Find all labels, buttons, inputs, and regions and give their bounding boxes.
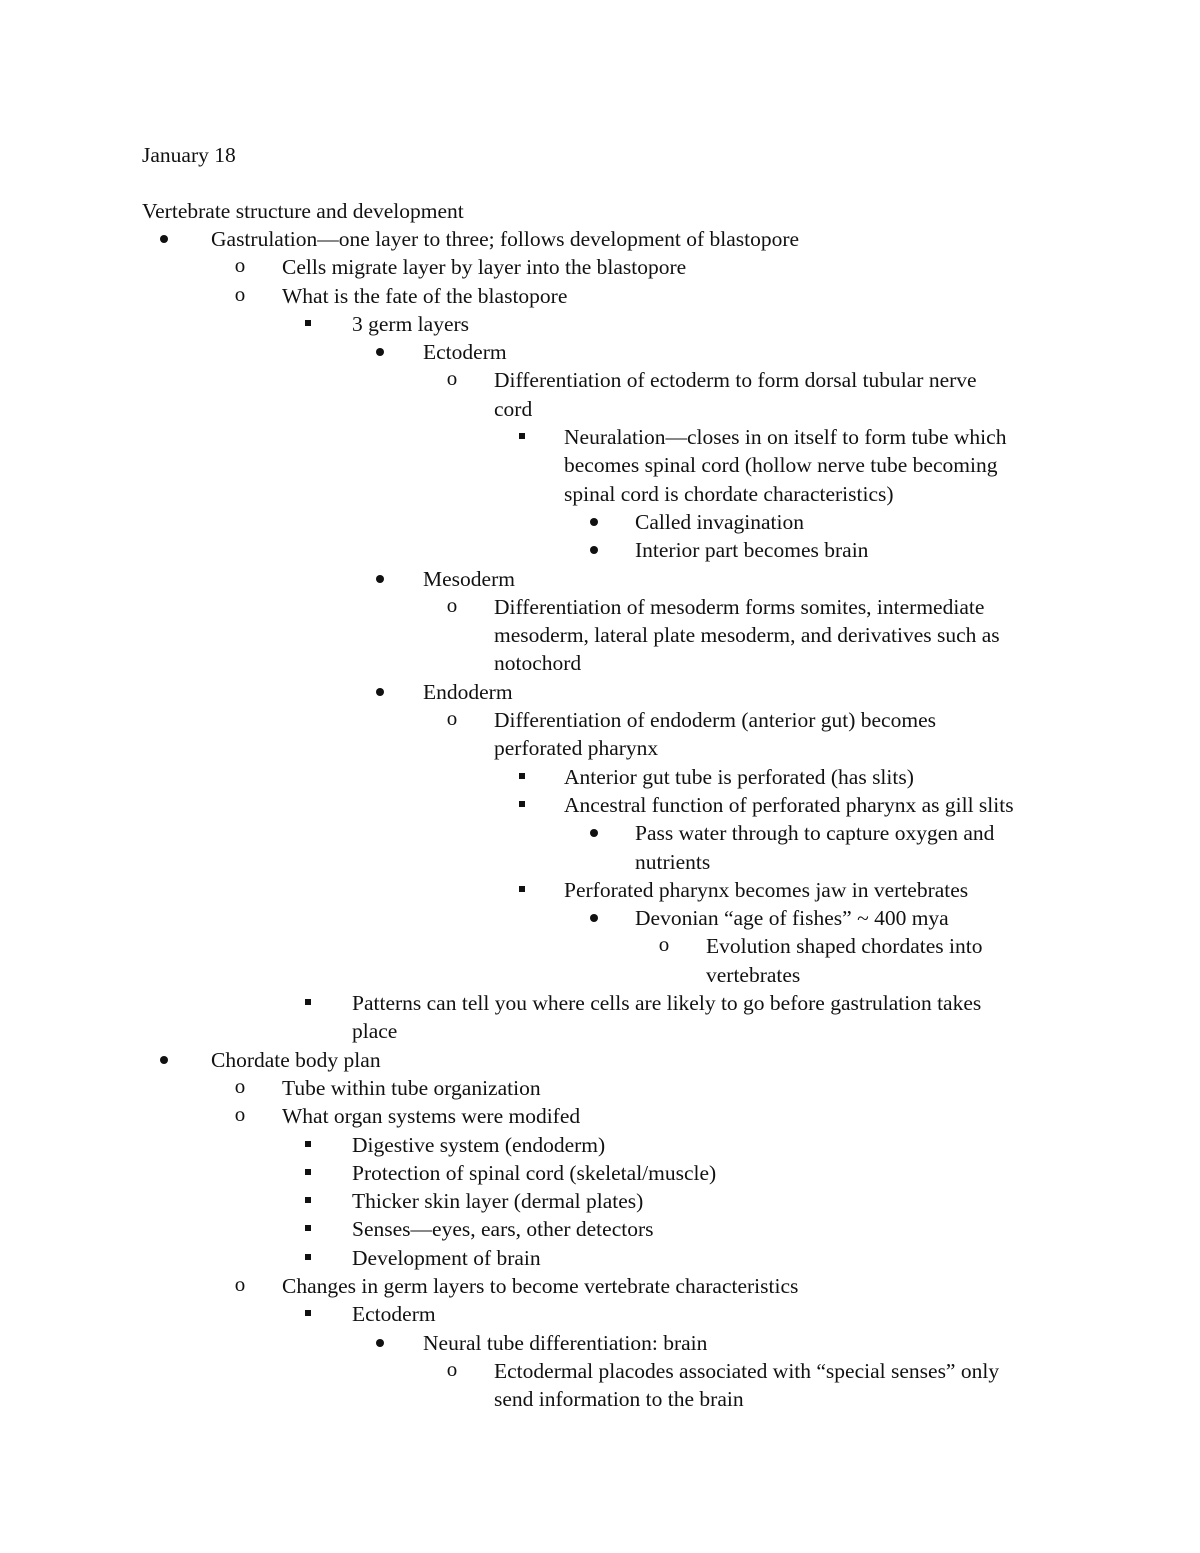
outline-item-line: Ectoderm (423, 340, 507, 365)
outline-item-text (564, 763, 1200, 791)
outline-item-text (494, 593, 1200, 678)
bullet-dot-icon (579, 904, 609, 932)
outline-item-line: cord (494, 396, 533, 421)
outline-item-text (564, 876, 1200, 904)
bullet-square-icon (507, 876, 537, 904)
outline-item-text (282, 253, 1200, 281)
outline-item (0, 1329, 1200, 1357)
outline-item-line: Thicker skin layer (dermal plates) (352, 1189, 644, 1214)
outline-item-text (564, 791, 1200, 819)
outline-item-line: Perforated pharynx becomes jaw in vertebrates (564, 877, 969, 902)
outline-item-line: Ectodermal placodes associated with “special senses” only (494, 1358, 1000, 1383)
outline-item-text (494, 1357, 1200, 1414)
outline-item-text (282, 1074, 1200, 1102)
outline-item (0, 819, 1200, 876)
bullet-square-icon (293, 1215, 323, 1243)
outline-item (0, 225, 1200, 253)
outline-item (0, 1272, 1200, 1300)
outline-item-line: place (352, 1019, 398, 1044)
outline-item (0, 1159, 1200, 1187)
outline-item-line: Called invagination (635, 509, 804, 534)
outline-item-line: Devonian “age of fishes” ~ 400 mya (635, 906, 949, 931)
bullet-square-icon (293, 1187, 323, 1215)
outline-item-text (635, 508, 1200, 536)
bullet-circle-icon: o (234, 253, 246, 278)
outline-item-text (352, 989, 1200, 1046)
outline-item (0, 678, 1200, 706)
outline-item-text (352, 310, 1200, 338)
bullet-square-icon (507, 423, 537, 451)
outline-item-line: Ancestral function of perforated pharynx as gill slits (564, 792, 1014, 817)
bullet-square-icon (293, 1131, 323, 1159)
bullet-circle-icon: o (446, 592, 458, 617)
outline-item-line: Evolution shaped chordates into (706, 934, 983, 959)
outline-item-text (211, 225, 1200, 253)
outline-item-text (282, 1102, 1200, 1130)
outline-item-text (352, 1244, 1200, 1272)
outline-item-line: Changes in germ layers to become vertebrate characteristics (282, 1273, 799, 1298)
outline-item-text (635, 819, 1200, 876)
outline-item-text (635, 536, 1200, 564)
outline-item (0, 338, 1200, 366)
bullet-square-icon (293, 310, 323, 338)
outline-item-line: What organ systems were modifed (282, 1104, 581, 1129)
outline-item (0, 706, 1200, 763)
outline-item (0, 282, 1200, 310)
outline-item-text (352, 1300, 1200, 1328)
outline-item (0, 1074, 1200, 1102)
outline-item-line: Cells migrate layer by layer into the blastopore (282, 255, 687, 280)
outline-item-text (352, 1159, 1200, 1187)
outline-item-line: Protection of spinal cord (skeletal/muscle) (352, 1160, 717, 1185)
outline-item-line: vertebrates (706, 962, 801, 987)
outline-item-line: Differentiation of endoderm (anterior gut) becomes (494, 708, 936, 733)
bullet-dot-icon (365, 1329, 395, 1357)
outline-item-line: Senses—eyes, ears, other detectors (352, 1217, 654, 1242)
outline-item-text (423, 565, 1200, 593)
outline-item-line: Anterior gut tube is perforated (has slits) (564, 764, 914, 789)
outline-item-text (423, 1329, 1200, 1357)
outline-item-line: Interior part becomes brain (635, 538, 869, 563)
bullet-dot-icon (149, 225, 179, 253)
bullet-circle-icon: o (446, 1356, 458, 1381)
outline-item-line: Neuralation—closes in on itself to form tube which (564, 425, 1007, 450)
bullet-square-icon (507, 763, 537, 791)
bullet-circle-icon: o (658, 932, 670, 957)
bullet-circle-icon: o (446, 706, 458, 731)
outline-item (0, 310, 1200, 338)
outline-item-line: Chordate body plan (211, 1047, 381, 1072)
bullet-dot-icon (365, 338, 395, 366)
outline-item (0, 508, 1200, 536)
outline-item-text (494, 366, 1200, 423)
outline-item-line: Mesoderm (423, 566, 515, 591)
outline-item (0, 1215, 1200, 1243)
outline-item-line: Tube within tube organization (282, 1075, 541, 1100)
bullet-dot-icon (579, 536, 609, 564)
outline-item-line: notochord (494, 651, 582, 676)
outline-item (0, 536, 1200, 564)
outline-item (0, 932, 1200, 989)
outline-item-text (423, 338, 1200, 366)
outline-item (0, 423, 1200, 508)
outline-item-line: Neural tube differentiation: brain (423, 1330, 708, 1355)
outline-item-line: Digestive system (endoderm) (352, 1132, 606, 1157)
document-date: January 18 (142, 143, 236, 167)
outline-item-line: Gastrulation—one layer to three; follows development of blastopore (211, 227, 800, 251)
outline-item-text (352, 1215, 1200, 1243)
outline-item-line: Ectoderm (352, 1302, 436, 1327)
outline-item-line: Endoderm (423, 679, 513, 704)
outline-item-text (211, 1046, 1200, 1074)
outline-item-text (282, 1272, 1200, 1300)
bullet-dot-icon (579, 819, 609, 847)
outline-item (0, 593, 1200, 678)
outline-item (0, 791, 1200, 819)
outline-item-text (423, 678, 1200, 706)
bullet-square-icon (293, 989, 323, 1017)
outline-item-line: What is the fate of the blastopore (282, 283, 568, 308)
outline-item (0, 253, 1200, 281)
outline-item (0, 1244, 1200, 1272)
outline-item (0, 763, 1200, 791)
outline-item-line: perforated pharynx (494, 736, 659, 761)
outline-item (0, 366, 1200, 423)
outline-item-line: Differentiation of mesoderm forms somites, intermediate (494, 594, 985, 619)
outline-item (0, 904, 1200, 932)
bullet-circle-icon: o (234, 1271, 246, 1296)
outline-item-line: becomes spinal cord (hollow nerve tube becoming (564, 453, 998, 478)
outline-item (0, 1046, 1200, 1074)
bullet-circle-icon: o (446, 366, 458, 391)
bullet-circle-icon: o (234, 1102, 246, 1127)
outline-item-line: nutrients (635, 849, 711, 874)
bullet-dot-icon (365, 565, 395, 593)
bullet-circle-icon: o (234, 1073, 246, 1098)
outline-item (0, 1187, 1200, 1215)
outline-item-line: send information to the brain (494, 1387, 744, 1412)
outline-item (0, 876, 1200, 904)
outline-item-text (564, 423, 1200, 508)
bullet-square-icon (507, 791, 537, 819)
outline-item (0, 1357, 1200, 1414)
outline-item-line: Patterns can tell you where cells are likely to go before gastrulation takes (352, 991, 982, 1016)
bullet-dot-icon (365, 678, 395, 706)
bullet-square-icon (293, 1244, 323, 1272)
bullet-square-icon (293, 1159, 323, 1187)
outline-item-line: Differentiation of ectoderm to form dorsal tubular nerve (494, 368, 977, 393)
outline-item-text (352, 1187, 1200, 1215)
outline-item-text (282, 282, 1200, 310)
outline-item (0, 1131, 1200, 1159)
outline-item (0, 1102, 1200, 1130)
outline-item-text (706, 932, 1200, 989)
outline-item-line: spinal cord is chordate characteristics) (564, 481, 894, 506)
outline-item-text (352, 1131, 1200, 1159)
outline-item (0, 989, 1200, 1046)
outline-item (0, 1300, 1200, 1328)
outline-list (0, 225, 1200, 1413)
outline-item-line: 3 germ layers (352, 311, 470, 336)
bullet-circle-icon: o (234, 281, 246, 306)
document-title: Vertebrate structure and development (142, 199, 464, 223)
outline-item (0, 565, 1200, 593)
outline-item-line: Development of brain (352, 1245, 541, 1270)
bullet-square-icon (293, 1300, 323, 1328)
bullet-dot-icon (579, 508, 609, 536)
outline-item-text (494, 706, 1200, 763)
outline-item-line: Pass water through to capture oxygen and (635, 821, 995, 846)
bullet-dot-icon (149, 1046, 179, 1074)
outline-item-line: mesoderm, lateral plate mesoderm, and derivatives such as (494, 623, 1000, 648)
outline-item-text (635, 904, 1200, 932)
